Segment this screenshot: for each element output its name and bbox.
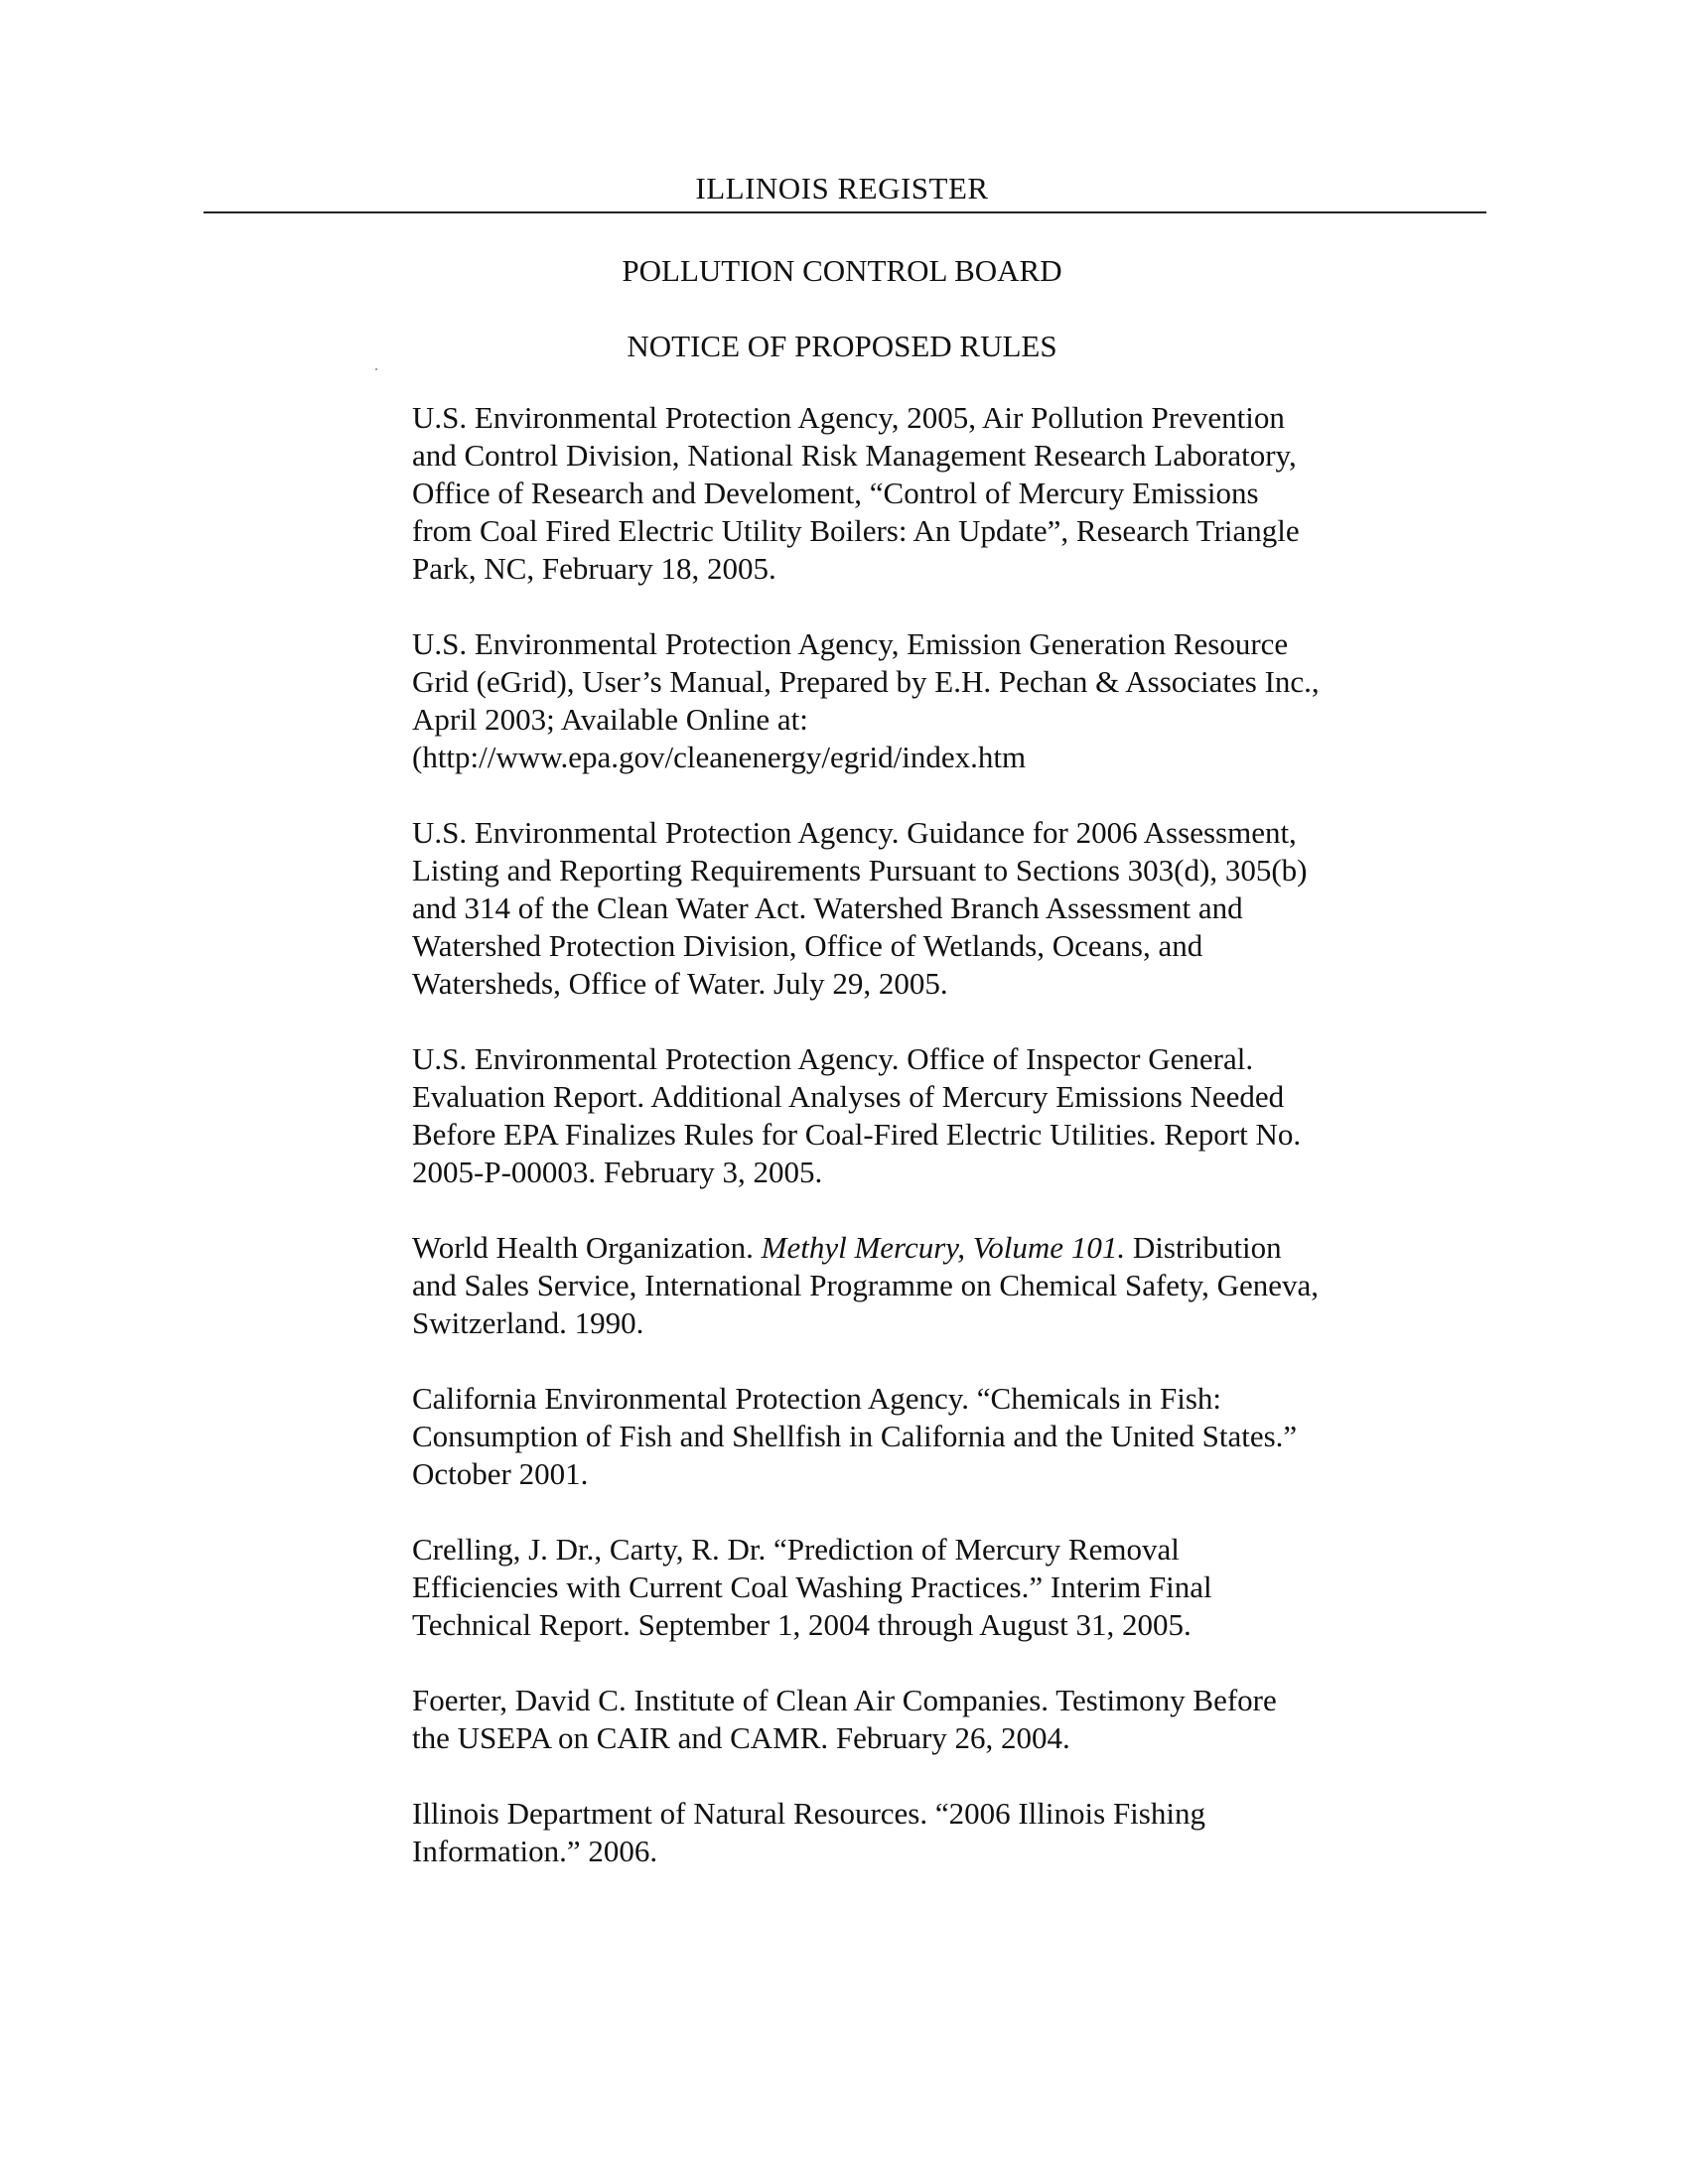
reference-text: Distribution	[1125, 1230, 1282, 1265]
reference-line: U.S. Environmental Protection Agency, 2005, Air Pollution Prevention	[412, 400, 1285, 435]
reference-url: (http://www.epa.gov/cleanenergy/egrid/index.htm	[412, 740, 1027, 774]
reference-line: Crelling, J. Dr., Carty, R. Dr. “Prediction of Mercury Removal	[412, 1532, 1180, 1567]
reference-line: U.S. Environmental Protection Agency, Emission Generation Resource	[412, 626, 1289, 661]
register-title: ILLINOIS REGISTER	[695, 171, 989, 205]
reference-line: Evaluation Report. Additional Analyses of Mercury Emissions Needed	[412, 1079, 1285, 1114]
header-rule	[204, 211, 1486, 213]
reference-line: U.S. Environmental Protection Agency. Guidance for 2006 Assessment,	[412, 815, 1297, 850]
reference-line: Switzerland. 1990.	[412, 1305, 644, 1340]
reference-line: U.S. Environmental Protection Agency. Office of Inspector General.	[412, 1041, 1254, 1076]
reference-foerter	[412, 1682, 1405, 1757]
reference-who-methyl-mercury	[412, 1229, 1405, 1342]
reference-epa-clean-water-guidance	[412, 814, 1405, 1003]
reference-crelling-carty	[412, 1531, 1405, 1644]
reference-line: Before EPA Finalizes Rules for Coal-Fired Electric Utilities. Report No.	[412, 1117, 1302, 1152]
reference-line: Efficiencies with Current Coal Washing Practices.” Interim Final	[412, 1570, 1212, 1604]
scan-speck	[375, 368, 377, 370]
reference-line: Office of Research and Develoment, “Control of Mercury Emissions	[412, 476, 1259, 510]
reference-epa-egrid	[412, 625, 1405, 776]
reference-author: World Health Organization.	[412, 1230, 762, 1265]
reference-line: Consumption of Fish and Shellfish in California and the United States.”	[412, 1419, 1298, 1453]
reference-line: Information.” 2006.	[412, 1834, 658, 1868]
reference-line: and Control Division, National Risk Management Research Laboratory,	[412, 438, 1297, 473]
reference-line: Foerter, David C. Institute of Clean Air Companies. Testimony Before	[412, 1683, 1277, 1717]
reference-line: Watersheds, Office of Water. July 29, 2005.	[412, 966, 948, 1001]
reference-line: from Coal Fired Electric Utility Boilers: An Update”, Research Triangle	[412, 513, 1300, 548]
notice-type: NOTICE OF PROPOSED RULES	[627, 329, 1057, 363]
board-name: POLLUTION CONTROL BOARD	[622, 253, 1062, 288]
reference-line	[412, 1229, 1405, 1267]
reference-line: the USEPA on CAIR and CAMR. February 26, 2004.	[412, 1720, 1070, 1755]
reference-line: Listing and Reporting Requirements Pursuant to Sections 303(d), 305(b)	[412, 853, 1308, 887]
reference-list	[412, 399, 1405, 1908]
reference-epa-mercury-boilers	[412, 399, 1405, 588]
reference-line: Grid (eGrid), User’s Manual, Prepared by E.H. Pechan & Associates Inc.,	[412, 664, 1320, 699]
reference-line: Park, NC, February 18, 2005.	[412, 551, 776, 586]
reference-line: California Environmental Protection Agency. “Chemicals in Fish:	[412, 1381, 1222, 1416]
reference-line: 2005-P-00003. February 3, 2005.	[412, 1155, 823, 1189]
reference-line: Technical Report. September 1, 2004 through August 31, 2005.	[412, 1607, 1192, 1642]
reference-line: October 2001.	[412, 1456, 589, 1491]
reference-title-italic: Methyl Mercury, Volume 101.	[761, 1230, 1126, 1265]
reference-line: and 314 of the Clean Water Act. Watershed Branch Assessment and	[412, 890, 1243, 925]
reference-line: Illinois Department of Natural Resources. “2006 Illinois Fishing	[412, 1796, 1205, 1831]
reference-line: and Sales Service, International Programme on Chemical Safety, Geneva,	[412, 1268, 1320, 1302]
reference-illinois-dnr	[412, 1795, 1405, 1870]
reference-california-epa	[412, 1380, 1405, 1493]
reference-line: April 2003; Available Online at:	[412, 702, 808, 737]
reference-line: Watershed Protection Division, Office of Wetlands, Oceans, and	[412, 928, 1203, 963]
reference-epa-inspector-general	[412, 1040, 1405, 1191]
